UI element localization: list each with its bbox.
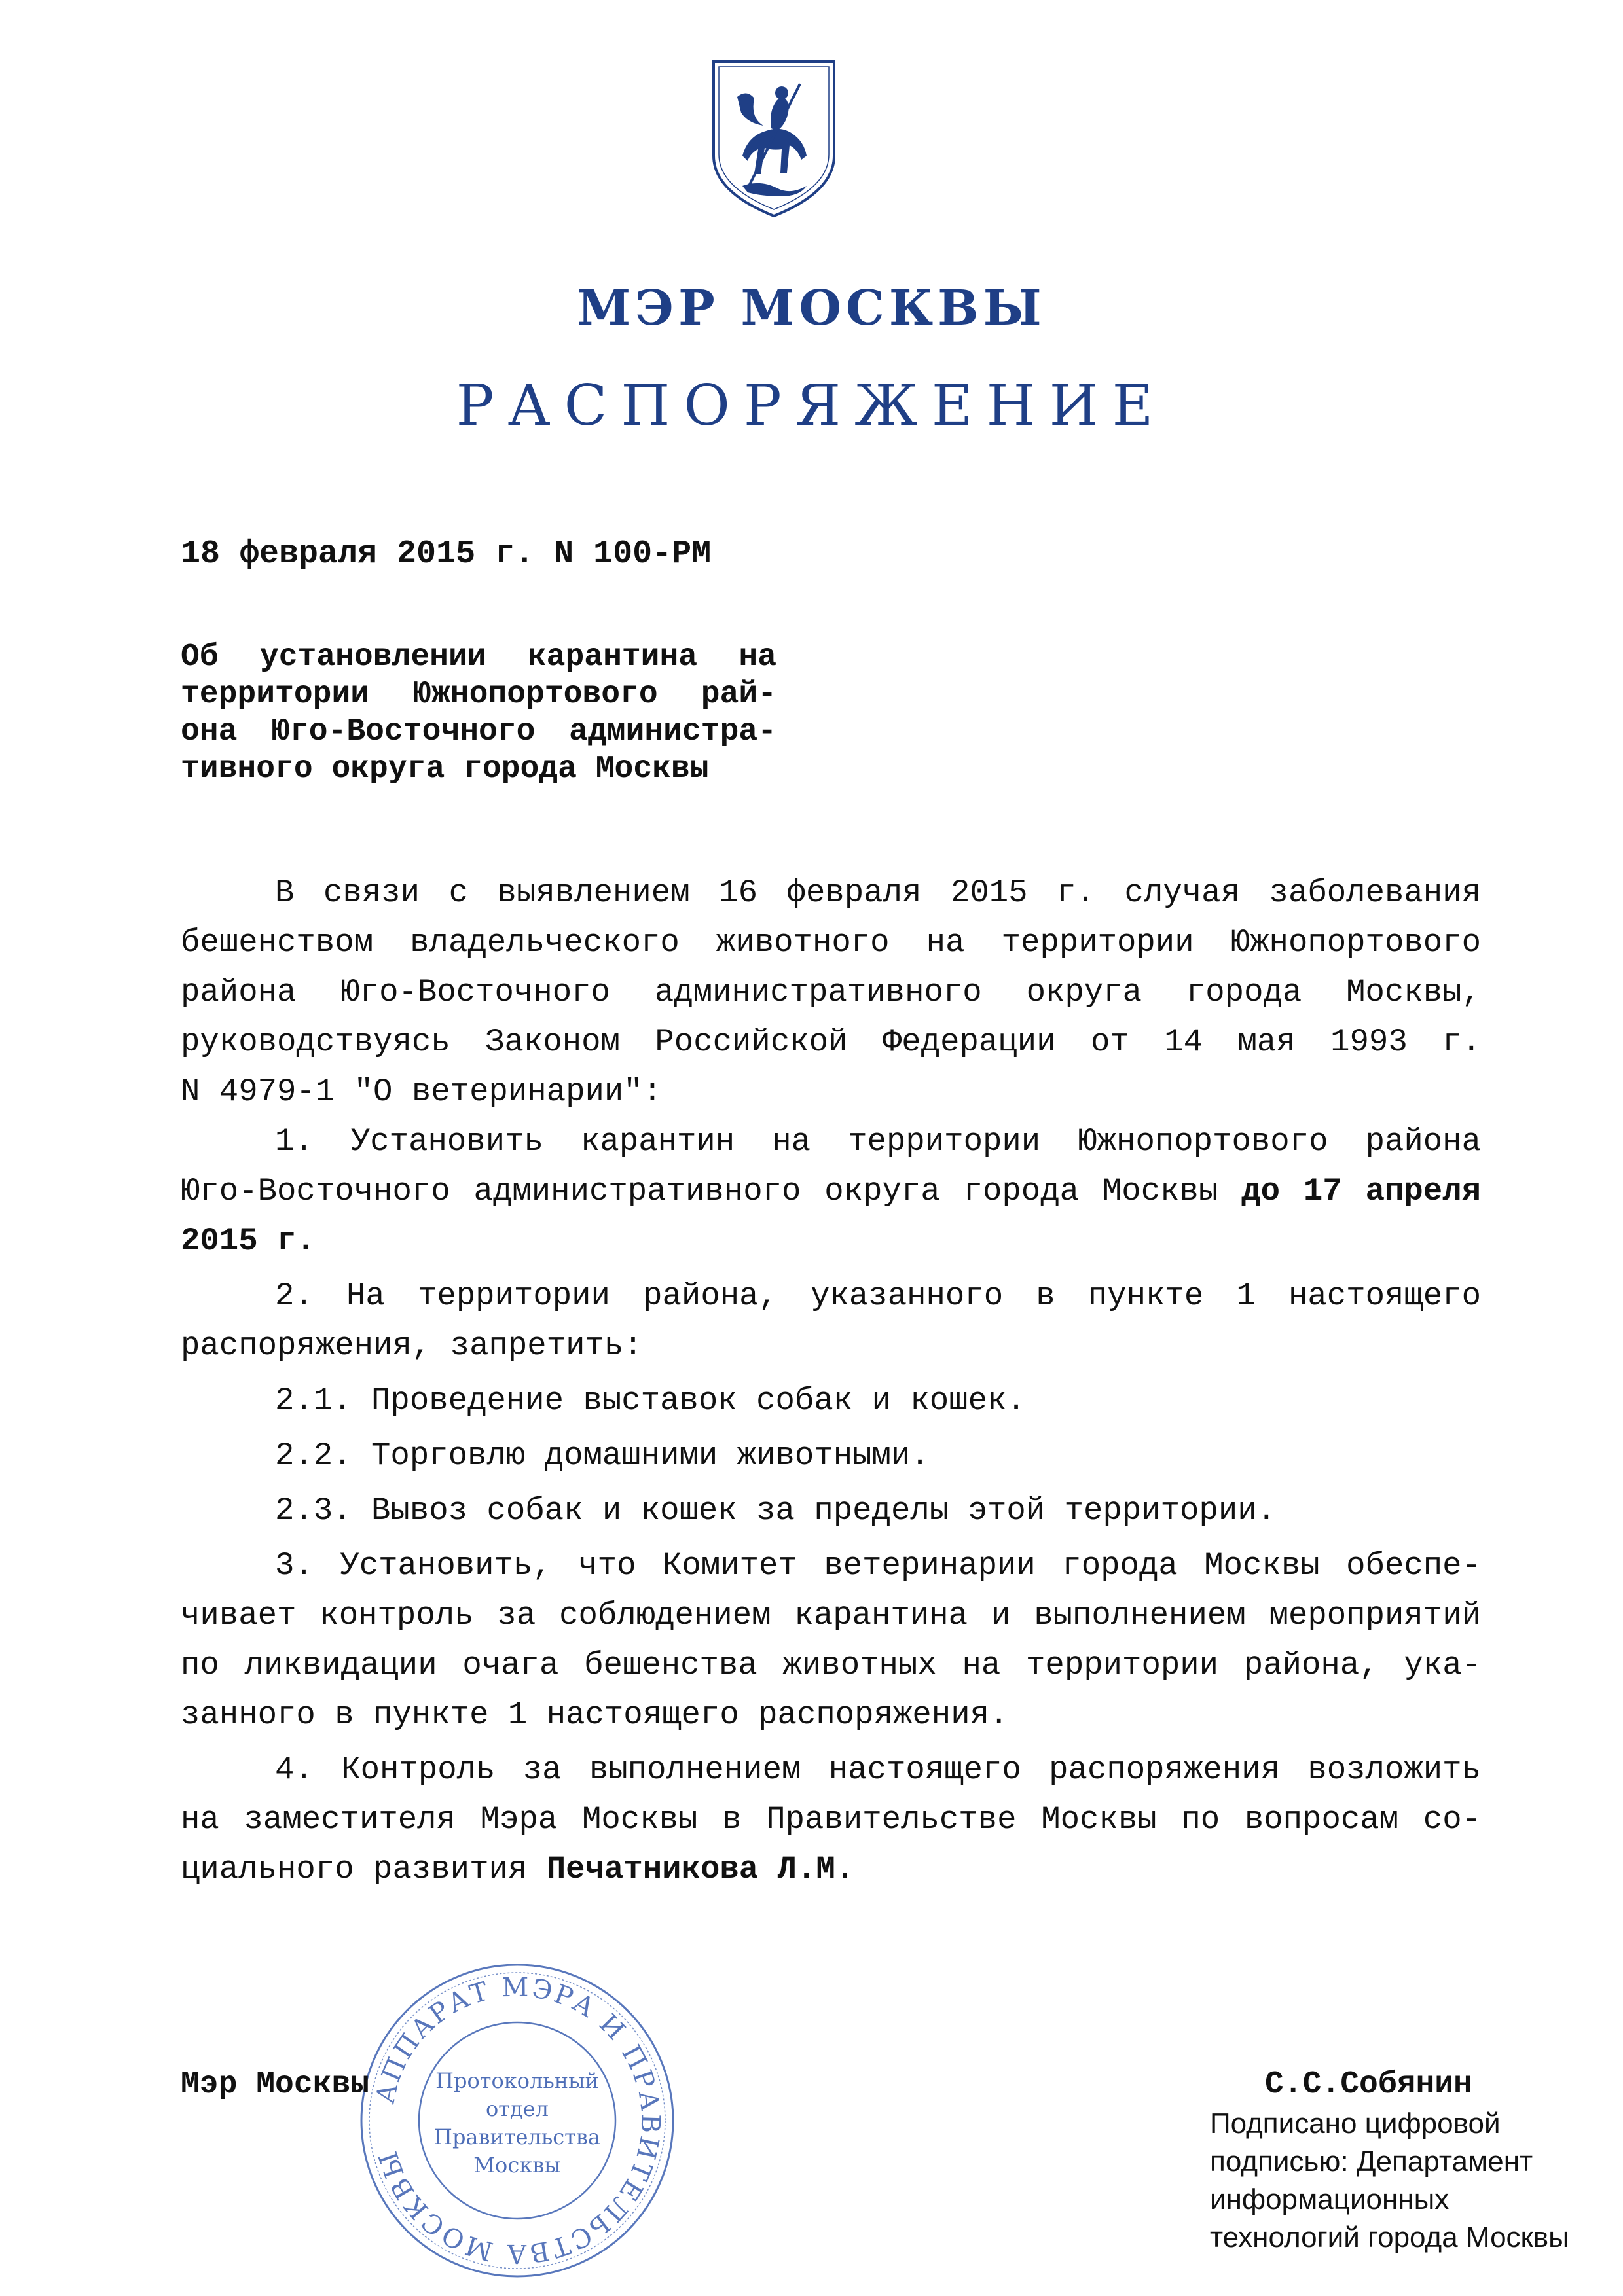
body-text: циального развития <box>181 1851 547 1888</box>
seal-center-line: Правительства <box>434 2125 600 2149</box>
body-line <box>181 1216 1481 1266</box>
body-line: 2.1. Проведение выставок собак и кошек. <box>275 1382 1026 1419</box>
subject-line: территории Южнопортового рай- <box>181 677 776 712</box>
subject-line: тивного округа города Москвы <box>181 751 709 787</box>
signer-name: С.С.Собянин <box>1265 2067 1472 2102</box>
body-line: бешенством владельческого животного на территории Южнопортового <box>181 924 1481 961</box>
body-line <box>181 1166 1481 1216</box>
body-line: 2. На территории района, указанного в пункте 1 настоящего <box>275 1278 1481 1314</box>
ds-note-line: подписью: Департамент <box>1210 2145 1533 2178</box>
body-line: по ликвидации очага бешенства животных на территории района, ука- <box>181 1647 1481 1683</box>
seal-center-line: Протокольный <box>435 2068 599 2093</box>
body-line: 2.3. Вывоз собак и кошек за пределы этой территории. <box>275 1492 1277 1529</box>
subject-line: Об установлении карантина на <box>181 639 776 675</box>
seal-center-line: Москвы <box>473 2153 561 2178</box>
body-line: руководствуясь Законом Российской Федерации от 14 мая 1993 г. <box>181 1024 1481 1060</box>
body-line: района Юго-Восточного административного округа города Москвы, <box>181 974 1481 1011</box>
quarantine-end-date: до 17 апреля <box>1241 1173 1481 1210</box>
quarantine-end-year: 2015 г. <box>181 1223 316 1259</box>
issuing-authority: МЭР МОСКВЫ <box>577 280 1046 336</box>
ds-note-line: Подписано цифровой <box>1210 2108 1501 2140</box>
body-line: распоряжения, запретить: <box>181 1327 643 1364</box>
document-subject <box>181 639 776 788</box>
document-type: РАСПОРЯЖЕНИЕ <box>456 373 1167 439</box>
body-line <box>181 1844 1481 1894</box>
body-line: 2.2. Торговлю домашними животными. <box>275 1437 930 1474</box>
subject-line: она Юго-Восточного администра- <box>181 714 776 749</box>
ds-note-line: информационных <box>1210 2183 1450 2215</box>
ds-note-line: технологий города Москвы <box>1210 2221 1569 2253</box>
signer-title: Мэр Москвы <box>181 2067 370 2102</box>
seal-ring-text: АППАРАТ МЭРА И ПРАВИТЕЛЬСТВА МОСКВЫ <box>370 1972 666 2269</box>
body-line: занного в пункте 1 настоящего распоряжения. <box>181 1696 1009 1733</box>
seal-center-line: отдел <box>486 2096 549 2121</box>
body-line: N 4979-1 "О ветеринарии": <box>181 1073 663 1110</box>
body-line: 3. Установить, что Комитет ветеринарии города Москвы обеспе- <box>275 1547 1481 1584</box>
body-line: 1. Установить карантин на территории Южнопортового района <box>275 1123 1481 1160</box>
document-date-number: 18 февраля 2015 г. N 100-РМ <box>181 535 712 573</box>
document-body <box>181 868 1481 1894</box>
responsible-official: Печатникова Л.М. <box>546 1851 855 1888</box>
digital-signature-note <box>1210 2105 1616 2257</box>
body-text: Юго-Восточного административного округа города Москвы <box>181 1173 1242 1210</box>
body-line: на заместителя Мэра Москвы в Правительстве Москвы по вопросам со- <box>181 1801 1481 1838</box>
body-line: 4. Контроль за выполнением настоящего распоряжения возложить <box>275 1751 1481 1788</box>
body-line: В связи с выявлением 16 февраля 2015 г. случая заболевания <box>275 874 1481 911</box>
moscow-coat-of-arms-icon <box>708 58 839 220</box>
body-line: чивает контроль за соблюдением карантина и выполнением мероприятий <box>181 1597 1481 1634</box>
official-seal <box>354 1957 681 2284</box>
